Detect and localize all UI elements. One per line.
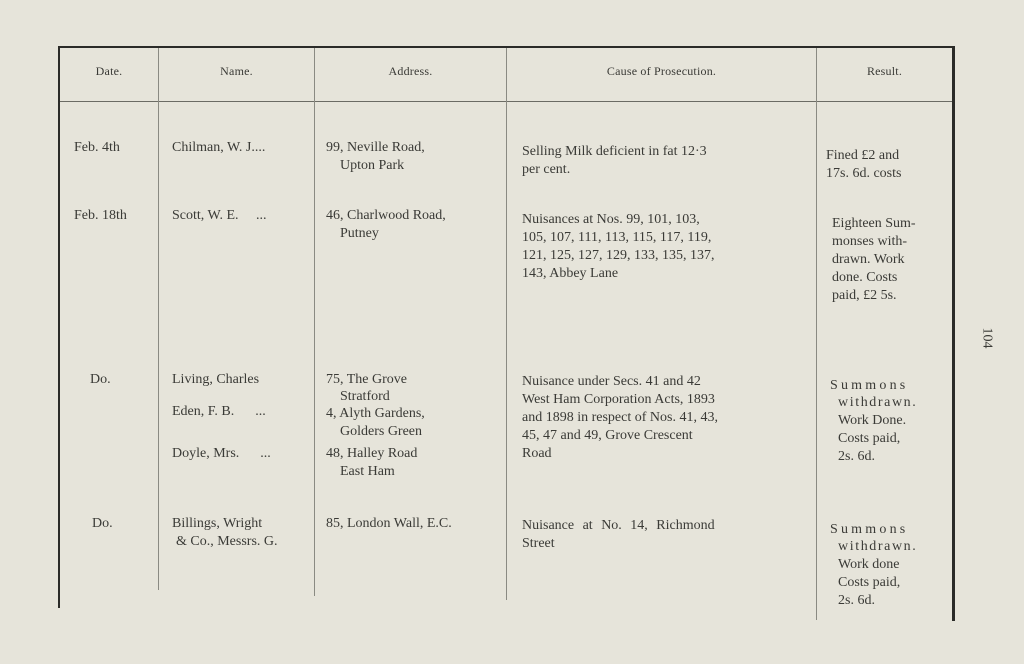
row-result: Summons [830, 522, 909, 537]
row-result: withdrawn. [838, 395, 918, 410]
row-cause: Selling Milk deficient in fat 12·3 [522, 144, 707, 159]
row-cause: Nuisance under Secs. 41 and 42 [522, 374, 701, 389]
column-divider [816, 48, 817, 620]
row-address: Golders Green [340, 424, 423, 439]
row-name: Billings, Wright [172, 516, 263, 531]
row-result: Summons [830, 378, 909, 393]
row-address: 75, The Grove [326, 372, 407, 387]
row-result: Fined £2 and [826, 148, 900, 163]
row-address: 99, Neville Road, [326, 140, 425, 155]
header-result: Result. [866, 64, 903, 78]
row-date: Do. [92, 516, 113, 531]
row-address: 48, Halley Road [326, 446, 418, 461]
row-address: Upton Park [340, 158, 405, 173]
row-result: drawn. Work [832, 252, 905, 267]
row-result: paid, £2 5s. [832, 288, 897, 303]
row-name: Chilman, W. J.... [172, 140, 266, 155]
row-cause: Nuisances at Nos. 99, 101, 103, [522, 212, 700, 227]
row-address: Stratford [340, 389, 390, 404]
row-name: Scott, W. E. ... [172, 208, 267, 223]
row-cause: 45, 47 and 49, Grove Crescent [522, 428, 693, 443]
row-result: Work Done. [838, 413, 907, 428]
row-cause: 143, Abbey Lane [522, 266, 619, 281]
row-result: monses with- [832, 234, 908, 249]
header-date: Date. [95, 64, 123, 78]
row-cause: West Ham Corporation Acts, 1893 [522, 392, 715, 407]
row-cause: Street [522, 536, 555, 551]
column-divider [506, 48, 507, 600]
row-result: Work done [838, 557, 900, 572]
header-address: Address. [388, 64, 433, 78]
column-divider [158, 48, 159, 590]
row-cause: Road [522, 446, 552, 461]
row-date: Do. [90, 372, 111, 387]
row-result: Costs paid, [838, 575, 901, 590]
row-address: 4, Alyth Gardens, [326, 406, 425, 421]
row-date: Feb. 18th [74, 208, 127, 223]
row-cause: per cent. [522, 162, 571, 177]
page-number: 104 [979, 327, 995, 349]
row-address: Putney [340, 226, 379, 241]
row-date: Feb. 4th [74, 140, 120, 155]
column-divider [314, 48, 315, 596]
row-name: Living, Charles [172, 372, 260, 387]
row-cause: 121, 125, 127, 129, 133, 135, 137, [522, 248, 715, 263]
row-cause: 105, 107, 111, 113, 115, 117, 119, [522, 230, 712, 245]
row-result: 2s. 6d. [838, 593, 875, 608]
row-name: Doyle, Mrs. ... [172, 446, 271, 461]
row-address: 85, London Wall, E.C. [326, 516, 452, 531]
row-result: withdrawn. [838, 539, 918, 554]
row-cause: Nuisance at No. 14, Richmond [522, 518, 715, 533]
row-result: 2s. 6d. [838, 449, 875, 464]
row-result: Costs paid, [838, 431, 901, 446]
row-name: & Co., Messrs. G. [176, 534, 278, 549]
row-name: Eden, F. B. ... [172, 404, 266, 419]
table-left-border [58, 46, 60, 608]
header-name: Name. [220, 64, 253, 78]
row-address: 46, Charlwood Road, [326, 208, 446, 223]
table-right-border [952, 46, 955, 621]
row-cause: and 1898 in respect of Nos. 41, 43, [522, 410, 718, 425]
row-address: East Ham [340, 464, 395, 479]
row-result: Eighteen Sum- [832, 216, 916, 231]
row-result: 17s. 6d. costs [826, 166, 902, 181]
header-cause: Cause of Prosecution. [606, 64, 717, 78]
row-result: done. Costs [832, 270, 898, 285]
